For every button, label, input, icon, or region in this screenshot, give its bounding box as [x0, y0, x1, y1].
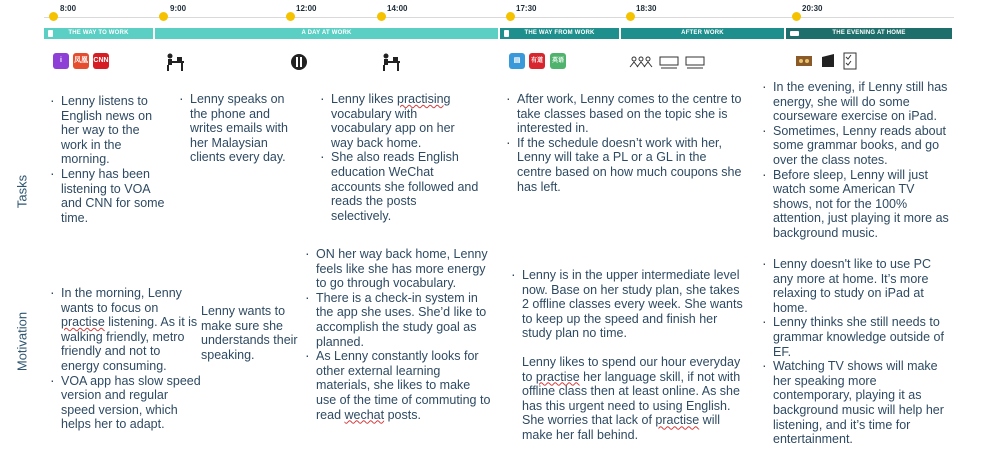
list-item: · Lenny speaks on the phone and writes emails with her Malaysian clients every day. [190, 92, 300, 165]
timeline-line [44, 17, 954, 18]
list-item: · Sometimes, Lenny reads about some grammar books, and go over the class notes. [773, 124, 953, 168]
row-label-tasks: Tasks [14, 174, 30, 209]
timeline-marker [49, 12, 58, 21]
list-item: · As Lenny constantly looks for other external learning materials, she likes to make use of the time of commuting to read wechat posts. [316, 349, 492, 422]
timeline-marker [286, 12, 295, 21]
ifeng-app-icon: 凤凰 [73, 53, 89, 69]
timeline-marker [626, 12, 635, 21]
podcast-app-icon: i [53, 53, 69, 69]
time-label: 9:00 [170, 4, 187, 13]
phone-icon [290, 53, 308, 71]
tv-icon [790, 31, 799, 36]
list-item: · Lenny has been listening to VOA and CNN for some time. [61, 167, 165, 225]
list-item: · If the schedule doesn’t work with her, Lenny will take a PL or a GL in the centre based on how much coupons she has left. [517, 136, 742, 194]
text-block: Lenny likes to spend our hour everyday to practise her language skill, if not with offline class then at least online. As she has this urgent need to using English. She worries that lack of practise will make her fall behind. [522, 354, 741, 442]
list-item: · Before sleep, Lenny will just watch some American TV shows, not for the 100% attention, just playing it more as background music. [773, 168, 953, 241]
phone-icon [48, 30, 53, 37]
phase-after-work: AFTER WORK [621, 28, 784, 39]
list-item: · Watching TV shows will make her speaking more contemporary, playing it as background music will help her listening, and it’s time for entertainment. [773, 359, 951, 447]
motivation-evening-at-home [773, 257, 951, 447]
phase-evening-at-home: THE EVENING AT HOME [786, 28, 952, 39]
phase-way-to-work: THE WAY TO WORK [44, 28, 153, 39]
time-label: 20:30 [802, 4, 823, 13]
tasks-way-from-work [517, 92, 742, 194]
time-label: 8:00 [60, 4, 77, 13]
learning-app-icon: ▤ [509, 53, 525, 69]
person-at-desk-icon [163, 52, 185, 72]
list-item: · ON her way back home, Lenny feels like she has more energy to go through vocabulary. [316, 247, 492, 291]
phase-day-at-work: A DAY AT WORK [155, 28, 498, 39]
list-item: · Lenny likes practising vocabulary with vocabulary app on her way back home. [331, 92, 479, 150]
tv-icon [795, 54, 813, 68]
list-item: · After work, Lenny comes to the centre to take classes based on the topic she is interested in. [517, 92, 742, 136]
list-item: · Lenny listens to English news on her way to the work in the morning. [61, 94, 165, 167]
list-item: · Lenny doesn't like to use PC any more at home. It’s more relaxing to study on iPad at home. [773, 257, 951, 315]
time-label: 12:00 [296, 4, 317, 13]
time-label: 17:30 [516, 4, 537, 13]
list-item: · She also reads English education WeChat accounts she followed and reads the posts selectively. [331, 150, 479, 223]
time-label: 18:30 [636, 4, 657, 13]
timeline-marker [506, 12, 515, 21]
timeline-marker [792, 12, 801, 21]
timeline-marker [377, 12, 386, 21]
cnn-app-icon: CNN [93, 53, 109, 69]
tasks-day-at-work-vocab [331, 92, 479, 223]
film-icon [821, 54, 835, 68]
motivation-day-at-work-vocab [316, 247, 492, 422]
green-app-icon: 英语 [550, 53, 566, 69]
tasks-day-at-work-phone [190, 92, 300, 165]
classroom-icon [629, 55, 711, 69]
list-item: · In the evening, if Lenny still has energy, she will do some courseware exercise on iPad. [773, 80, 953, 124]
tasks-way-to-work [61, 94, 165, 225]
person-at-desk-icon [379, 52, 401, 72]
row-label-motivation: Motivation [14, 311, 30, 372]
motivation-day-at-work-phone [201, 304, 305, 362]
list-item: · There is a check-in system in the app she uses. She’d like to accomplish the study goal as planned. [316, 291, 492, 349]
tasks-evening-at-home [773, 80, 953, 241]
list-item: · Lenny is in the upper intermediate level now. Base on her study plan, she takes 2 offline classes every week. She wants to keep up the speed and finish her study plan no time. [522, 268, 744, 341]
phone-icon [504, 30, 509, 37]
motivation-way-from-work [522, 268, 744, 443]
timeline-marker [159, 12, 168, 21]
red-app-icon: 有道 [529, 53, 545, 69]
list-item: · In the morning, Lenny wants to focus on practise listening. As it is walking friendly, metro friendly and not to energy consuming. [61, 286, 201, 374]
checklist-icon [843, 52, 857, 70]
phase-way-from-work: THE WAY FROM WORK [500, 28, 619, 39]
list-item: · Lenny thinks she still needs to grammar knowledge outside of EF. [773, 315, 951, 359]
motivation-way-to-work [61, 286, 201, 432]
time-label: 14:00 [387, 4, 408, 13]
list-item: · VOA app has slow speed version and regular speed version, which helps her to adapt. [61, 374, 201, 432]
text-block: Lenny wants to make sure she understands their speaking. [201, 304, 298, 362]
